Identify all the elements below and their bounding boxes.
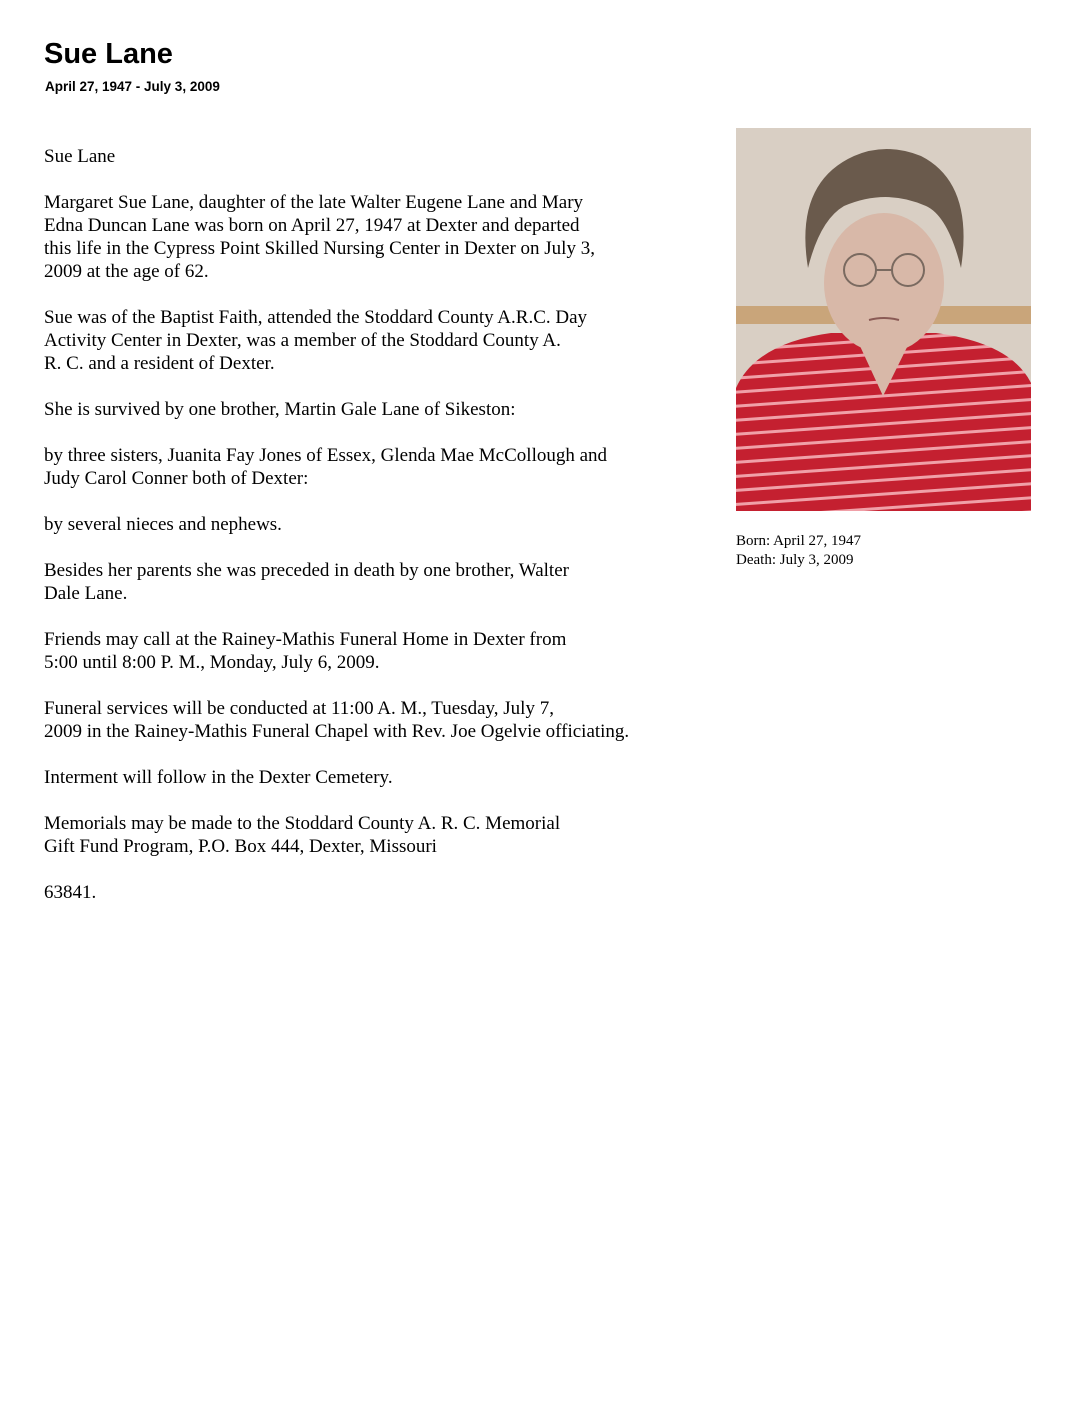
portrait-photo — [736, 128, 1031, 511]
obituary-paragraph: 63841. — [44, 882, 97, 903]
death-date-caption: Death: July 3, 2009 — [736, 552, 854, 568]
birth-date-caption: Born: April 27, 1947 — [736, 533, 862, 549]
obituary-paragraph: Memorials may be made to the Stoddard County A. R. C. Memorial Gift Fund Program, P.O. Box 444, Dexter, Missouri — [44, 813, 561, 857]
obituary-heading: Sue Lane — [44, 146, 116, 167]
obituary-paragraph: She is survived by one brother, Martin Gale Lane of Sikeston: — [44, 399, 516, 420]
photo-caption — [736, 532, 861, 570]
obituary-paragraph: Margaret Sue Lane, daughter of the late Walter Eugene Lane and Mary Edna Duncan Lane was born on April 27, 1947 at Dexter and departed this life in the Cypress Point Skilled Nursing Center in Dexter on July 3, 2009 at the age of 62. — [44, 192, 595, 282]
obituary-body — [44, 145, 724, 927]
obituary-paragraph: Friends may call at the Rainey-Mathis Funeral Home in Dexter from 5:00 until 8:00 P. M., Monday, July 6, 2009. — [44, 629, 567, 673]
obituary-paragraph: Sue was of the Baptist Faith, attended the Stoddard County A.R.C. Day Activity Center in Dexter, was a member of the Stoddard County A. R. C. and a resident of Dexter. — [44, 307, 588, 374]
life-dates: April 27, 1947 - July 3, 2009 — [45, 79, 220, 94]
obituary-paragraph: by three sisters, Juanita Fay Jones of Essex, Glenda Mae McCollough and Judy Carol Conner both of Dexter: — [44, 445, 608, 489]
obituary-paragraph: Funeral services will be conducted at 11:00 A. M., Tuesday, July 7, 2009 in the Rainey-Mathis Funeral Chapel with Rev. Joe Ogelvie officiating. — [44, 698, 630, 742]
obituary-paragraph: Besides her parents she was preceded in death by one brother, Walter Dale Lane. — [44, 560, 569, 604]
obituary-paragraph: by several nieces and nephews. — [44, 514, 282, 535]
page-title: Sue Lane — [44, 38, 173, 70]
obituary-paragraph: Interment will follow in the Dexter Cemetery. — [44, 767, 393, 788]
